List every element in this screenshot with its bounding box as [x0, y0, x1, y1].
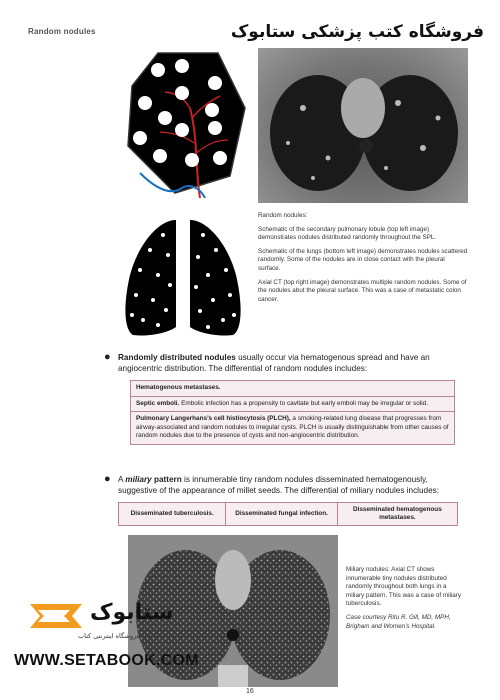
caption-miliary-paragraph: Miliary nodules: Axial CT shows innumerable tiny nodules distributed randomly throughout both lungs in a miliary pattern. This was a case of miliary tuberculosis.	[346, 566, 462, 608]
miliary-cell: Disseminated fungal infection.	[226, 503, 337, 525]
bullet-2-italic: miliary	[125, 475, 152, 484]
bullet-random-nodules	[104, 351, 468, 374]
miliary-differential-table	[118, 502, 458, 526]
bullet-2-pre: A	[118, 475, 126, 484]
bullet-2-bold: pattern	[151, 475, 182, 484]
differential-term: Pulmonary Langerhans’s cell histiocytosis (PLCH),	[136, 415, 291, 423]
store-title: فروشگاه کتب پزشکی ستابوک	[230, 22, 484, 42]
differential-desc: Embolic infection has a propensity to cavitate but early emboli may be irregular or solid.	[179, 399, 428, 407]
miliary-cell: Disseminated hematogenous metastases.	[352, 506, 442, 521]
caption-miliary-nodules	[346, 566, 462, 636]
caption-paragraph-2: Schematic of the lungs (bottom left image) demonstrates nodules scattered randomly. Some of the nodules are in close contact with the pleural surface.	[258, 247, 468, 272]
setabook-logo-icon	[26, 598, 86, 634]
random-nodules-differential-box	[130, 380, 455, 445]
caption-title: Random nodules:	[258, 212, 308, 219]
bullet-1-bold: Randomly distributed nodules	[118, 353, 236, 362]
miliary-cell: Disseminated tuberculosis.	[119, 503, 226, 525]
bullet-dot-icon: ●	[104, 351, 111, 363]
ct-image-random-nodules	[258, 48, 468, 203]
caption-random-nodules	[258, 212, 468, 309]
brand-name: ستابوک	[90, 600, 174, 625]
caption-paragraph-1: Schematic of the secondary pulmonary lobule (top left image) demonstrates nodules distributed randomly throughout the SPL.	[258, 225, 437, 242]
bullet-2-text: is innumerable tiny random nodules disseminated hematogenously, suggestive of the appearance of millet seeds. The differential of miliary nodules includes:	[118, 475, 440, 495]
differential-term: Septic emboli.	[136, 399, 180, 407]
differential-term: Hematogenous metastases.	[136, 384, 221, 391]
caption-paragraph-3: Axial CT (top right image) demonstrates multiple random nodules. Some of the nodules abut the pleural surface. This was a case of metastatic colon cancer.	[258, 278, 467, 303]
bullet-dot-icon: ●	[104, 473, 111, 485]
spl-schematic	[120, 48, 250, 198]
differential-row	[131, 412, 454, 444]
page-number: 16	[246, 688, 254, 695]
section-title: Random nodules	[28, 27, 96, 36]
bullet-miliary-pattern	[104, 473, 468, 496]
brand-tagline: فروشگاه اینترنتی کتاب	[78, 632, 140, 640]
differential-row	[131, 397, 454, 413]
bullet-1-text: usually occur via hematogenous spread and have an angiocentric distribution. The differential of random nodules includes:	[118, 353, 430, 373]
site-url: WWW.SETABOOK.COM	[14, 652, 199, 669]
differential-desc: a smoking-related lung disease that progresses from airway-associated and random nodules to irregular cysts. PLCH is usually distinguishable from other causes of random nodules due to the presence of cysts and non-angiocentric distribution.	[136, 415, 449, 440]
lungs-schematic	[118, 215, 248, 340]
caption-courtesy: Case courtesy Ritu R. Gill, MD, MPH, Brigham and Women’s Hospital.	[346, 613, 451, 630]
differential-row	[131, 381, 454, 397]
